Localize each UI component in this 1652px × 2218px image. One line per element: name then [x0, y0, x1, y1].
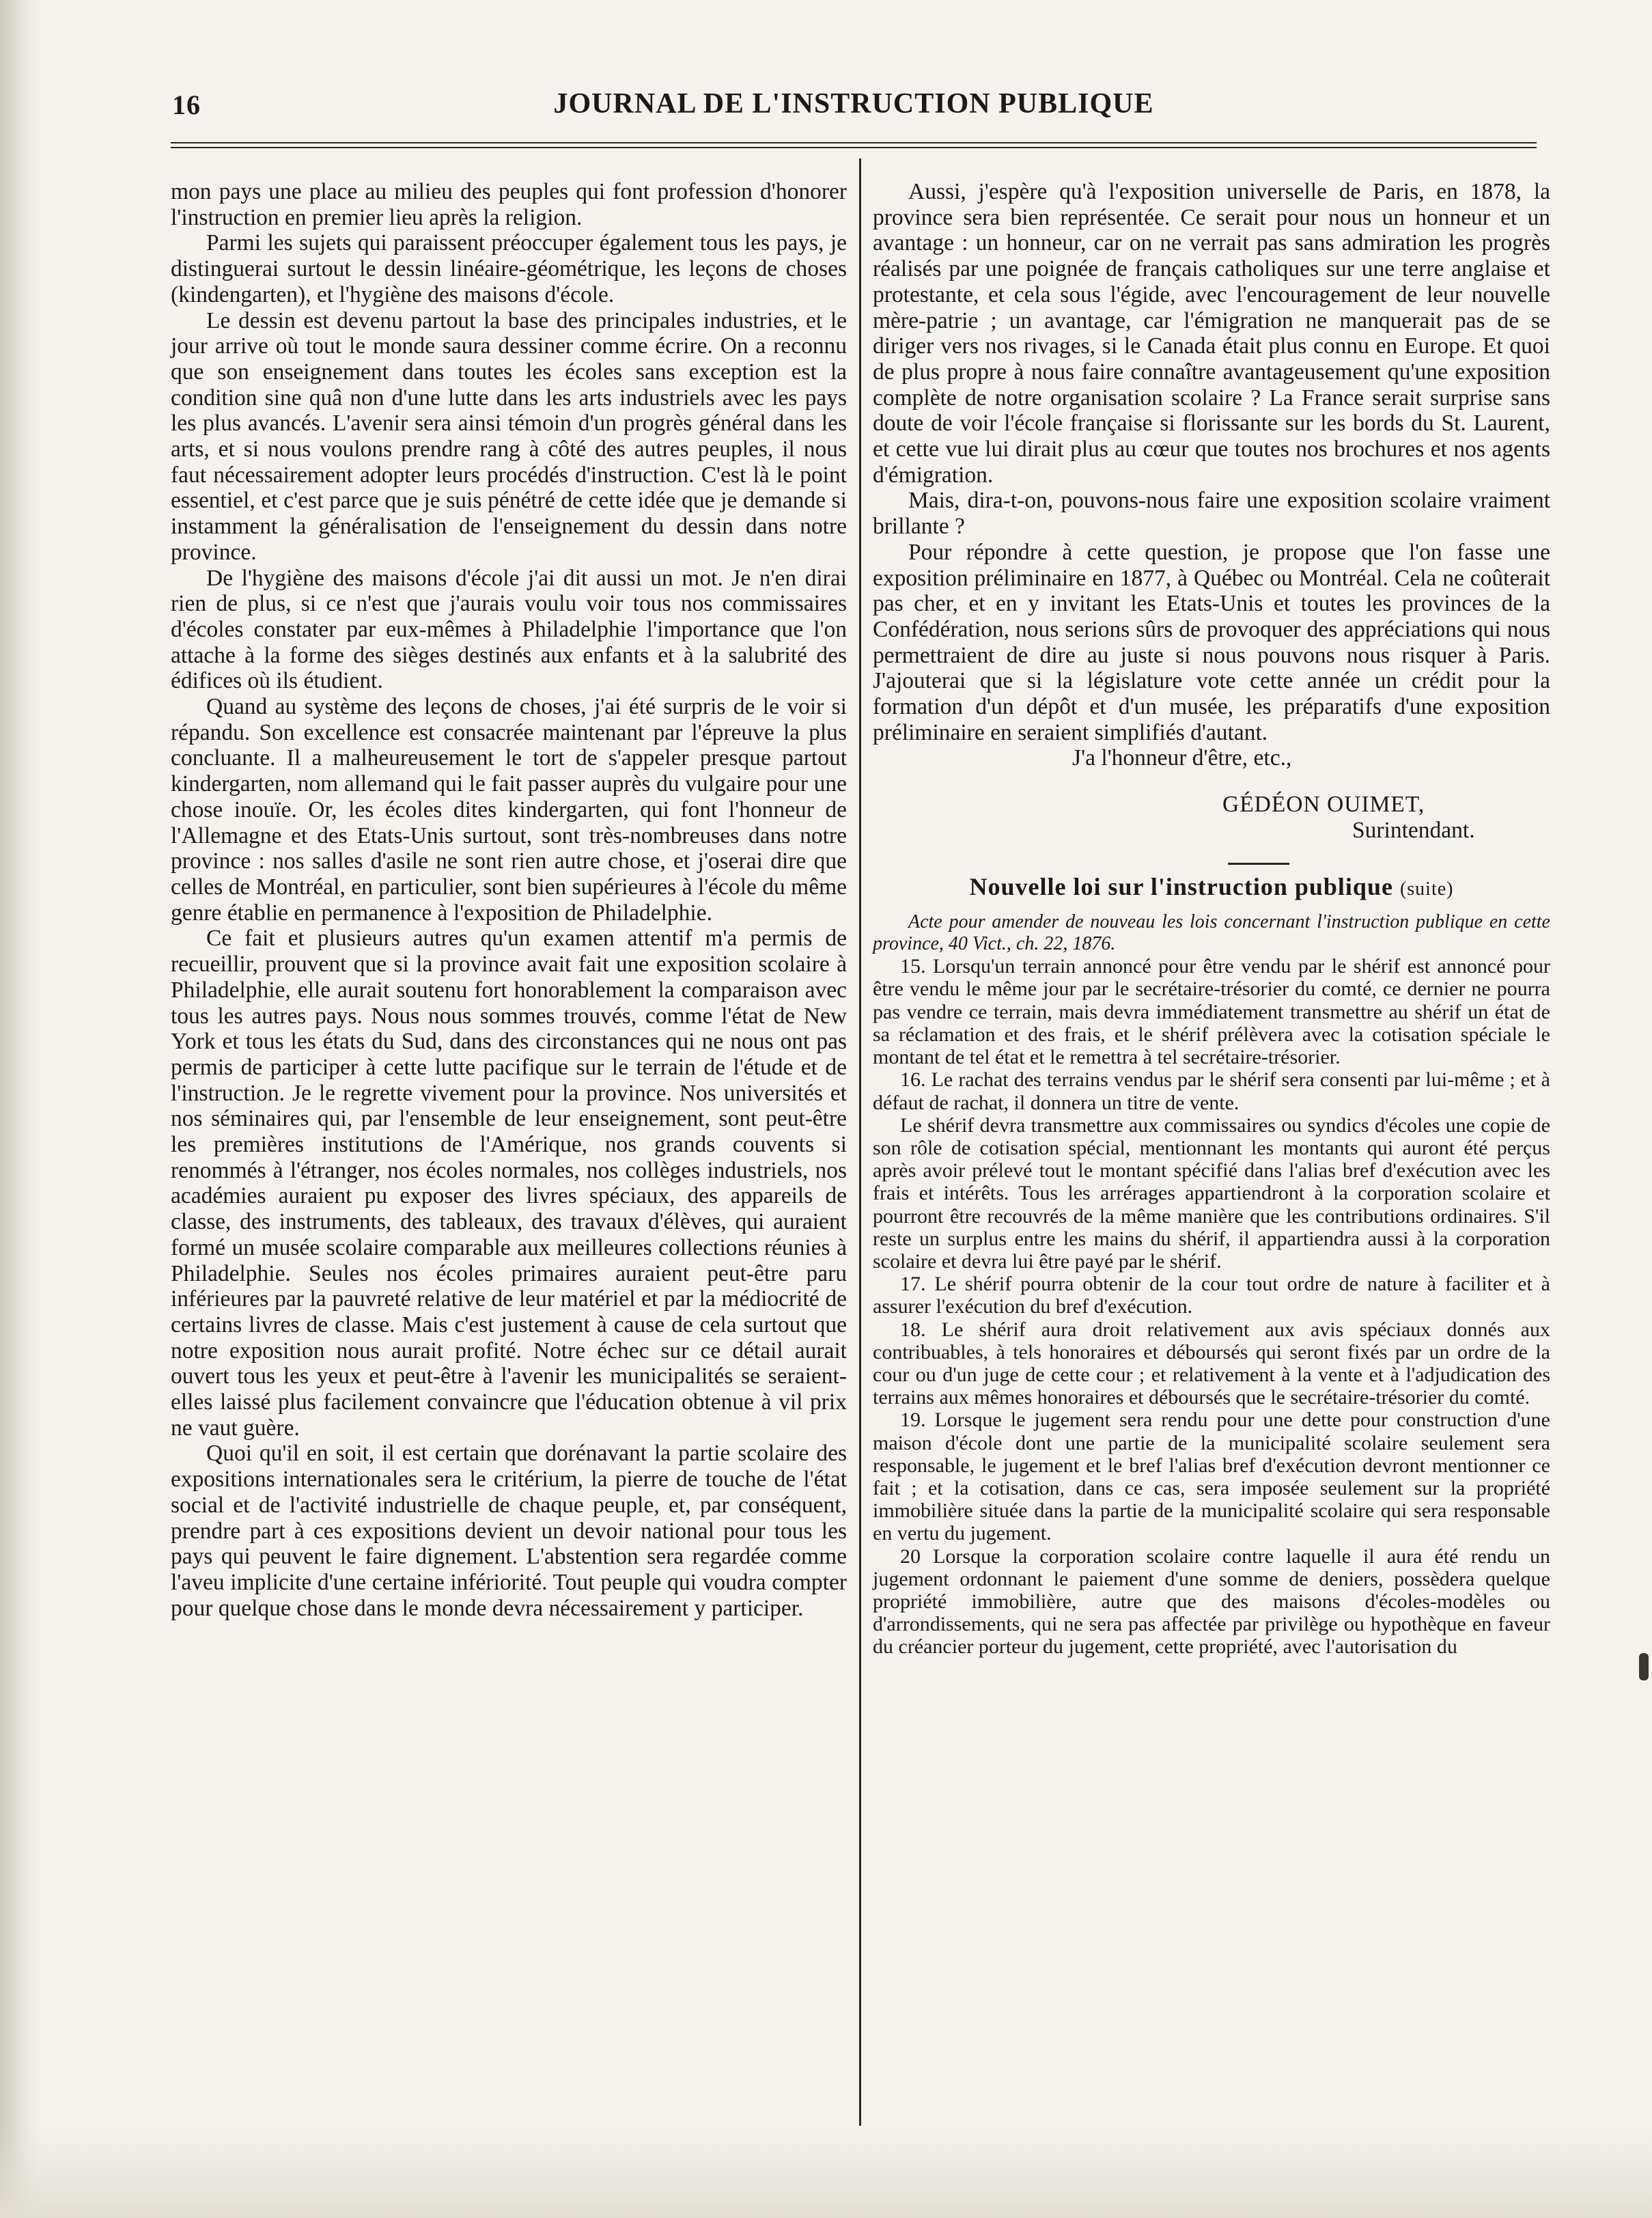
act-intro: Acte pour amender de nouveau les lois concernant l'instruction publique en cette province, 40 Vict., ch. 22, 1876.	[873, 911, 1550, 955]
paragraph: Ce fait et plusieurs autres qu'un examen attentif m'a permis de recueillir, prouvent que si la province avait fait une exposition scolaire à Philadelphie, elle aurait soutenu fort honorablement la comparaison avec tous les autres pays. Nous nous sommes trouvés, comme l'état de New York et tous les états du Sud, dans des circonstances qui ne nous ont pas permis de participer à cette lutte pacifique sur le terrain de l'étude et de l'instruction. Je le regrette vivement pour la province. Nos universités et nos séminaires qui, par l'ensemble de leur enseignement, sont peut-être les premières institutions de l'Amérique, nos grands couvents si renommés à l'étranger, nos écoles normales, nos collèges industriels, nos académies auraient pu exposer des livres spéciaux, des appareils de classe, des instruments, des tableaux, des travaux d'élèves, qui auraient formé un musée scolaire comparable aux meilleures collections réunies à Philadelphie. Seules nos écoles primaires auraient peut-être paru inférieures par la pauvreté relative de leur matériel et par la médiocrité de certains livres de classe. Mais c'est justement à cause de cela surtout que notre exposition nous aurait profité. Notre échec sur ce détail aurait ouvert tous les yeux et peut-être à l'avenir les municipalités se seraient-elles laissé plus facilement convaincre que l'éducation obtenue à vil prix ne vaut guère.	[171, 926, 847, 1441]
scan-shadow-bottom	[0, 2129, 1652, 2218]
letter-closing	[873, 745, 1550, 843]
section-title-text: Nouvelle loi sur l'instruction publique	[969, 872, 1393, 900]
law-article: 17. Le shérif pourra obtenir de la cour tout ordre de nature à faciliter et à assurer l'exécution du bref d'exécution.	[873, 1273, 1550, 1318]
right-column	[873, 179, 1550, 1659]
paragraph: Le dessin est devenu partout la base des principales industries, et le jour arrive où tout le monde saura dessiner comme écrire. On a reconnu que son enseignement dans toutes les écoles sans exception est la condition sine quâ non d'une lutte dans les arts industriels avec les pays les plus avancés. L'avenir sera ainsi témoin d'un progrès général dans les arts, et si nous voulons prendre rang à côté des autres peuples, il nous faut nécessairement adopter leurs procédés d'instruction. C'est là le point essentiel, et c'est parce que je suis pénétré de cette idée que je demande si instamment la généralisation de l'enseignement du dessin dans notre province.	[171, 307, 847, 565]
paragraph: Quand au système des leçons de choses, j'ai été surpris de le voir si répandu. Son excellence est consacrée maintenant par l'épreuve la plus concluante. Il a malheureusement le tort de s'appeler presque partout kindergarten, nom allemand qui le fait passer auprès du vulgaire pour une chose inouïe. Or, les écoles dites kindergarten, qui font l'honneur de l'Allemagne et des Etats-Unis surtout, sont très-nombreuses dans notre province : nos salles d'asile ne sont rien autre chose, et j'oserai dire que celles de Montréal, en particulier, sont bien supérieures à l'école du même genre établie en permanence à l'exposition de Philadelphie.	[171, 694, 847, 926]
section-title	[873, 874, 1550, 902]
header-rule	[171, 142, 1537, 148]
closing-line: J'a l'honneur d'être, etc.,	[1072, 745, 1292, 771]
signature-title: Surintendant.	[1352, 817, 1475, 843]
paragraph: mon pays une place au milieu des peuples qui font profession d'honorer l'instruction en premier lieu après la religion.	[171, 179, 847, 230]
signature-name: GÉDÉON OUIMET,	[1222, 792, 1425, 818]
paragraph: Aussi, j'espère qu'à l'exposition universelle de Paris, en 1878, la province sera bien représentée. Ce serait pour nous un honneur et un avantage : un honneur, car on ne verrait pas sans admiration les progrès réalisés par une poignée de français catholiques sur une terre anglaise et protestante, et cela sous l'égide, avec l'encouragement de leur nouvelle mère-patrie ; un avantage, car l'émigration ne manquerait pas de se diriger vers nos rivages, si le Canada était plus connu en Europe. Et quoi de plus propre à nous faire connaître avantageusement qu'une exposition complète de notre organisation scolaire ? La France serait surprise sans doute de voir l'école française si florissante sur les bords du St. Laurent, et cette vue lui dirait plus au cœur que toutes nos brochures et nos agents d'émigration.	[873, 179, 1550, 488]
paragraph: Mais, dira-t-on, pouvons-nous faire une exposition scolaire vraiment brillante ?	[873, 488, 1550, 540]
law-text	[873, 955, 1550, 1658]
column-divider	[859, 158, 861, 2126]
law-article: 16. Le rachat des terrains vendus par le shérif sera consenti par lui-même ; et à défaut de rachat, il donnera un titre de vente.	[873, 1068, 1550, 1114]
binding-mark	[1639, 1653, 1649, 1680]
paragraph: De l'hygiène des maisons d'école j'ai dit aussi un mot. Je n'en dirai rien de plus, si ce n'est que j'aurais voulu voir tous nos commissaires d'écoles constater par eux-mêmes à Philadelphie l'importance que l'on attache à la forme des sièges destinés aux enfants et à la salubrité des édifices où ils étudient.	[171, 565, 847, 694]
page-number: 16	[172, 89, 201, 120]
law-article: 19. Lorsque le jugement sera rendu pour une dette pour construction d'une maison d'école dont une partie de la municipalité scolaire seulement sera responsable, le jugement et le bref l'alias bref d'exécution devront mentionner ce fait ; et la cotisation, dans ce cas, sera imposée seulement sur la propriété immobilière située dans la partie de la municipalité scolaire qui sera responsable en vertu du jugement.	[873, 1409, 1550, 1545]
law-article: Le shérif devra transmettre aux commissaires ou syndics d'écoles une copie de son rôle de cotisation spécial, mentionnant les montants qui auront été perçus après avoir prélevé tout le montant spécifié dans l'alias bref d'exécution avec les frais et intérêts. Tous les arrérages appartiendront à la corporation scolaire et pourront être recouvrés de la même manière que les contributions ordinaires. S'il reste un surplus entre les mains du shérif, il appartiendra aussi à la corporation scolaire et devra lui être payé par le shérif.	[873, 1113, 1550, 1273]
paragraph: Parmi les sujets qui paraissent préoccuper également tous les pays, je distinguerai surtout le dessin linéaire-géométrique, les leçons de choses (kindengarten), et l'hygiène des maisons d'école.	[171, 230, 847, 307]
section-separator	[1228, 863, 1289, 865]
scan-shadow-left	[0, 0, 41, 2218]
law-article: 15. Lorsqu'un terrain annoncé pour être vendu par le shérif est annoncé pour être vendu le même jour par le secrétaire-trésorier du comté, ce dernier ne pourra pas vendre ce terrain, mais devra immédiatement transmettre au shérif un état de sa réclamation et des frais, et le shérif prélèvera avec la cotisation spéciale le montant de tel état et le remettra à tel secrétaire-trésorier.	[873, 955, 1550, 1069]
section-suite: (suite)	[1399, 878, 1454, 900]
paragraph: Pour répondre à cette question, je propose que l'on fasse une exposition préliminaire en 1877, à Québec ou Montréal. Cela ne coûterait pas cher, et en y invitant les Etats-Unis et toutes les provinces de la Confédération, nous serions sûrs de provoquer des appréciations qui nous permettraient de dire au juste si nous pouvons nous risquer à Paris. J'ajouterai que si la législature vote cette année un crédit pour la formation d'un dépôt et d'un musée, les préparatifs d'une exposition préliminaire en seraient simplifiés d'autant.	[873, 539, 1550, 745]
running-title: JOURNAL DE L'INSTRUCTION PUBLIQUE	[553, 88, 1154, 120]
left-column	[171, 179, 847, 1621]
law-article: 18. Le shérif aura droit relativement aux avis spéciaux donnés aux contribuables, à tels honoraires et déboursés qui seront fixés par un ordre de la cour ou d'un juge de cette cour ; et relativement à la vente et à l'adjudication des terrains aux mêmes honoraires et déboursés que le secrétaire-trésorier du comté.	[873, 1318, 1550, 1409]
law-article: 20 Lorsque la corporation scolaire contre laquelle il aura été rendu un jugement ordonnant le paiement d'une somme de deniers, possèdera quelque propriété immobilière, autre que des maisons d'écoles-modèles ou d'arrondissements, qui ne sera pas affectée par privilège ou hypothèque en faveur du créancier porteur du jugement, cette propriété, avec l'autorisation du	[873, 1544, 1550, 1659]
paragraph: Quoi qu'il en soit, il est certain que dorénavant la partie scolaire des expositions internationales sera le critérium, la pierre de touche de l'état social et de l'activité industrielle de chaque peuple, et, par conséquent, prendre part à ces expositions devient un devoir national pour tous les pays qui peuvent le faire dignement. L'abstention sera regardée comme l'aveu implicite d'une certaine infériorité. Tout peuple qui voudra compter pour quelque chose dans le monde devra nécessairement y participer.	[171, 1441, 847, 1621]
